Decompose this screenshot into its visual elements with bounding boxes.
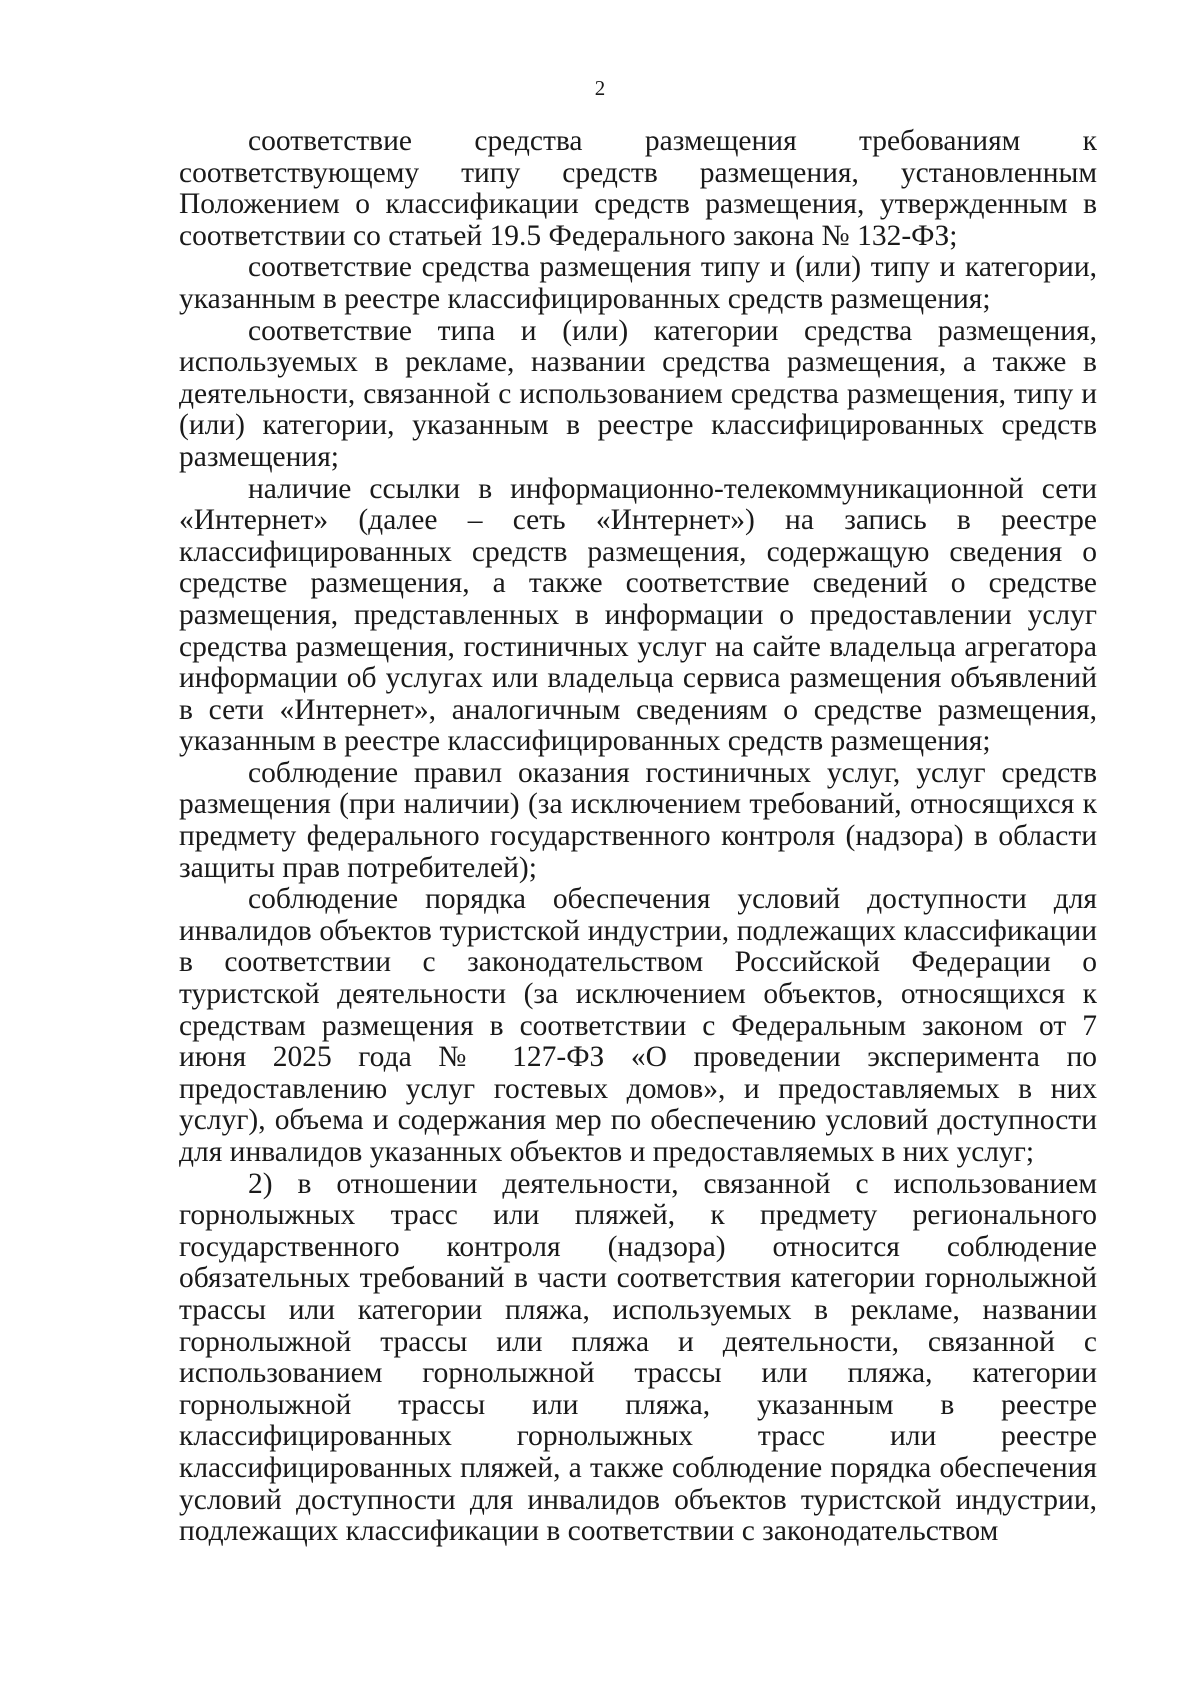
paragraph-internet-registry-link: наличие ссылки в информационно-телекоммуникационной сети «Интернет» (далее – сеть «Интернет») на запись в реестре классифицированных средств размещения, содержащую сведения о средстве размещения, а также соответствие сведений о средстве размещения, представленных в информации о предоставлении услуг средства размещения, гостиничных услуг на сайте владельца агрегатора информации об услугах или владельца сервиса размещения объявлений в сети «Интернет», аналогичным сведениям о средстве размещения, указанным в реестре классифицированных средств размещения;	[179, 472, 1097, 758]
page-number: 2	[594, 76, 606, 100]
document-body	[179, 126, 1097, 1548]
paragraph-registry-type-category: соответствие средства размещения типу и (или) типу и категории, указанным в реестре классифицированных средств размещения;	[179, 251, 1097, 315]
paragraph-ski-trails-beaches: 2) в отношении деятельности, связанной с использованием горнолыжных трасс или пляжей, к предмету регионального государственного контроля (надзора) относится соблюдение обязательных требований в части соответствия категории горнолыжной трассы или категории пляжа, используемых в рекламе, названии горнолыжной трассы или пляжа и деятельности, связанной с использованием горнолыжной трассы или пляжа, категории горнолыжной трассы или пляжа, указанным в реестре классифицированных горнолыжных трасс или реестре классифицированных пляжей, а также соблюдение порядка обеспечения условий доступности для инвалидов объектов туристской индустрии, подлежащих классификации в соответствии с законодательством	[179, 1167, 1097, 1548]
paragraph-accommodation-type-requirements: соответствие средства размещения требованиям к соответствующему типу средств размещения, установленным Положением о классификации средств размещения, утвержденным в соответствии со статьей 19.5 Федерального закона № 132-ФЗ;	[179, 125, 1097, 252]
paragraph-advertising-category: соответствие типа и (или) категории средства размещения, используемых в рекламе, названии средства размещения, а также в деятельности, связанной с использованием средства размещения, типу и (или) категории, указанным в реестре классифицированных средств размещения;	[179, 314, 1097, 473]
paragraph-hotel-service-rules: соблюдение правил оказания гостиничных услуг, услуг средств размещения (при наличии) (за исключением требований, относящихся к предмету федерального государственного контроля (надзора) в области защиты прав потребителей);	[179, 756, 1097, 884]
paragraph-accessibility-requirements: соблюдение порядка обеспечения условий доступности для инвалидов объектов туристской индустрии, подлежащих классификации в соответствии с законодательством Российской Федерации о туристской деятельности (за исключением объектов, относящихся к средствам размещения в соответствии с Федеральным законом от 7 июня 2025 года № 127-ФЗ «О проведении эксперимента по предоставлению услуг гостевых домов», и предоставляемых в них услуг), объема и содержания мер по обеспечению условий доступности для инвалидов указанных объектов и предоставляемых в них услуг;	[179, 883, 1097, 1168]
